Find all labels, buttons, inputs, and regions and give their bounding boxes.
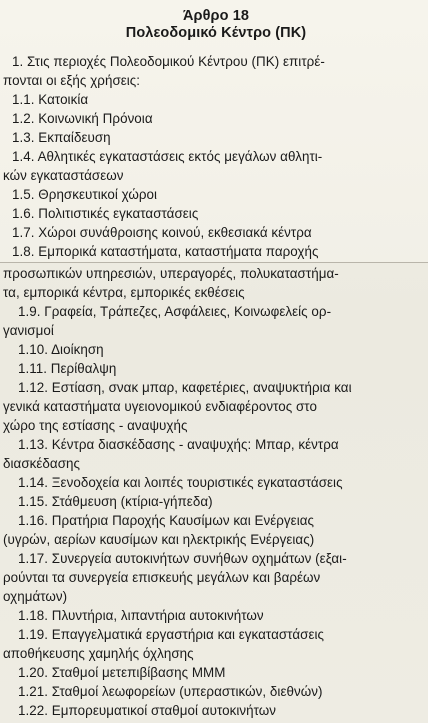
body-line: γανισμοί <box>3 323 54 338</box>
body-line: 1.8. Εμπορικά καταστήματα, καταστήματα παροχής <box>12 244 319 259</box>
body-line: 1.22. Εμπορευματικοί σταθμοί αυτοκινήτων <box>18 703 277 718</box>
body-line: 1.15. Στάθμευση (κτίρια-γήπεδα) <box>18 494 213 509</box>
body-line: τα, εμπορικά κέντρα, εμπορικές εκθέσεις <box>3 285 245 300</box>
body-line: 1.21. Σταθμοί λεωφορείων (υπεραστικών, διεθνών) <box>18 684 323 699</box>
body-line: 1.1. Κατοικία <box>12 92 89 107</box>
body-line: προσωπικών υπηρεσιών, υπεραγορές, πολυκαταστήμα- <box>3 266 339 281</box>
body-line: κών εγκαταστάσεων <box>3 168 124 183</box>
article-number: Άρθρο 18 <box>182 8 250 24</box>
body-line: 1.14. Ξενοδοχεία και λοιπές τουριστικές εγκαταστάσεις <box>18 475 343 490</box>
body-line: 1.3. Εκπαίδευση <box>12 130 111 145</box>
body-line: 1.17. Συνεργεία αυτοκινήτων συνήθων οχημάτων (εξαι- <box>18 551 347 566</box>
body-line: ρούνται τα συνεργεία επισκευής μεγάλων και βαρέων <box>3 570 321 585</box>
body-line: γενικά καταστήματα υγειονομικού ενδιαφέροντος στο <box>3 399 317 414</box>
body-line: 1.7. Χώροι συνάθροισης κοινού, εκθεσιακά κέντρα <box>12 225 312 240</box>
body-line: οχημάτων) <box>3 589 68 604</box>
body-line: 1.11. Περίθαλψη <box>18 361 117 376</box>
body-line: 1.12. Εστίαση, σνακ μπαρ, καφετέριες, αναψυκτήρια και <box>18 380 352 395</box>
body-line: 1.10. Διοίκηση <box>18 342 104 357</box>
body-line: πονται οι εξής χρήσεις: <box>3 73 141 88</box>
body-line: 1.16. Πρατήρια Παροχής Καυσίμων και Ενέργειας <box>18 513 315 528</box>
body-line: 1.20. Σταθμοί μετεπιβίβασης ΜΜΜ <box>18 665 226 680</box>
body-line: 1.6. Πολιτιστικές εγκαταστάσεις <box>12 206 199 221</box>
body-line: 1. Στις περιοχές Πολεοδομικού Κέντρου (ΠΚ) επιτρέ- <box>12 54 325 69</box>
body-line: 1.9. Γραφεία, Τράπεζες, Ασφάλειες, Κοινωφελείς ορ- <box>18 304 332 319</box>
body-line: διασκέδασης <box>3 456 81 471</box>
body-line: 1.4. Αθλητικές εγκαταστάσεις εκτός μεγάλων αθλητι- <box>12 149 323 164</box>
body-line: 1.13. Κέντρα διασκέδασης - αναψυχής: Μπαρ, κέντρα <box>18 437 339 452</box>
page-fold-crease <box>0 262 428 263</box>
article-title: Πολεοδομικό Κέντρο (ΠΚ) <box>125 25 307 41</box>
body-line: 1.2. Κοινωνική Πρόνοια <box>12 111 153 126</box>
body-line: χώρο της εστίασης - αναψυχής <box>3 418 188 433</box>
body-line: 1.5. Θρησκευτικοί χώροι <box>12 187 158 202</box>
body-line: 1.19. Επαγγελματικά εργαστήρια και εγκαταστάσεις <box>18 627 324 642</box>
body-line: αποθήκευσης χαμηλής όχλησης <box>3 646 194 661</box>
body-line: 1.18. Πλυντήρια, λιπαντήρια αυτοκινήτων <box>18 608 264 623</box>
body-line: (υγρών, αερίων καυσίμων και ηλεκτρικής Ενέργειας) <box>3 532 315 547</box>
